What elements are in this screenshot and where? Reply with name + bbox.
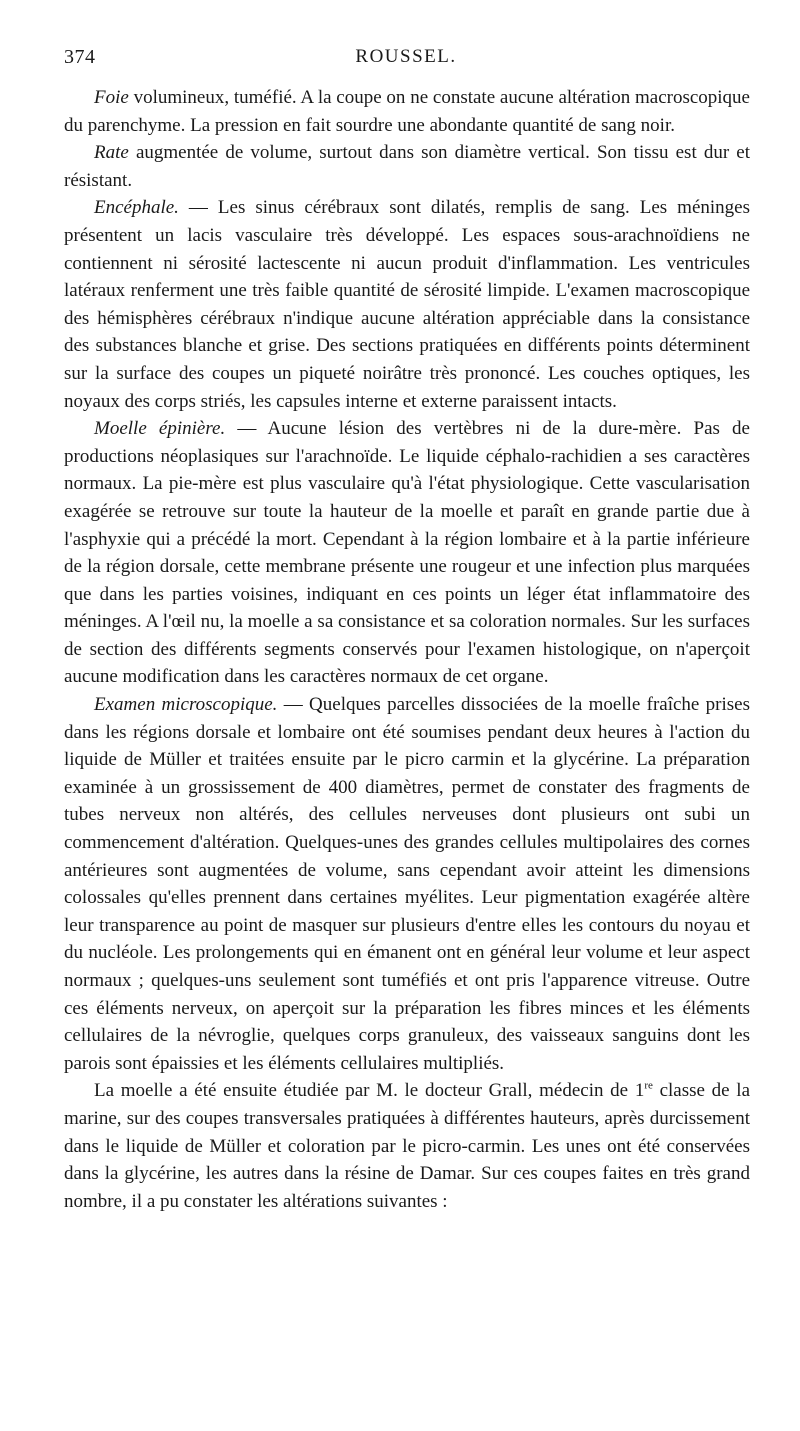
paragraph-body-continued: classe de la marine, sur des coupes transversales pratiquées à différentes hauteurs, après durcissement dans le liquide de Müller et coloration par le picro-carmin. Les unes ont été conservées dans la glycérine, les autres dans la résine de Damar. Sur ces coupes faites en très grand nombre, il a pu constater les altérations suivantes : — [64, 1080, 750, 1212]
paragraph-moelle-epiniere — [64, 415, 750, 691]
paragraph-body: volumineux, tuméfié. A la coupe on ne constate aucune altération macroscopique du parenchyme. La pression en fait sourdre une abondante quantité de sang noir. — [64, 87, 750, 136]
paragraph-lead: Rate — [94, 142, 129, 164]
paragraph-lead: Encéphale. — [94, 197, 179, 219]
paragraph-lead: Examen microscopique. — [94, 694, 278, 716]
paragraph-grall — [64, 1077, 750, 1215]
running-head: ROUSSEL. — [355, 46, 457, 67]
paragraph-encephale — [64, 194, 750, 415]
paragraph-body: — Aucune lésion des vertèbres ni de la dure-mère. Pas de productions néoplasiques sur l'arachnoïde. Le liquide céphalo-rachidien a ses caractères normaux. La pie-mère est plus vasculaire qu'à l'état physiologique. Cette vascularisation exagérée se retrouve sur toute la hauteur de la moelle et paraît en grande partie due à l'asphyxie qui a précédé la mort. Cependant à la région lombaire et à la partie inférieure de la région dorsale, cette membrane présente une rougeur et une infection plus marquées que dans les parties voisines, indiquant en ces points un léger état inflammatoire des méninges. A l'œil nu, la moelle a sa consistance et sa coloration normales. Sur les surfaces de section des différents segments conservés pour l'examen histologique, on n'aperçoit aucune modification dans les caractères normaux de cet organe. — [64, 418, 750, 688]
paragraph-rate — [64, 139, 750, 194]
paragraph-lead: Moelle épinière. — [94, 418, 226, 440]
body-text — [64, 84, 750, 1215]
paragraph-lead: Foie — [94, 87, 129, 108]
superscript-ordinal: re — [644, 1080, 653, 1093]
paragraph-foie — [64, 84, 750, 139]
paragraph-body: La moelle a été ensuite étudiée par M. le docteur Grall, médecin de 1 — [94, 1080, 645, 1102]
paragraph-examen-microscopique — [64, 691, 750, 1077]
page-header — [64, 46, 748, 72]
paragraph-body: augmentée de volume, surtout dans son diamètre vertical. Son tissu est dur et résistant. — [64, 142, 750, 191]
page-number: 374 — [64, 46, 96, 68]
paragraph-body: — Les sinus cérébraux sont dilatés, remplis de sang. Les méninges présentent un lacis vasculaire très développé. Les espaces sous-arachnoïdiens ne contiennent ni sérosité lactescente ni aucun produit d'inflammation. Les ventricules latéraux renferment une très faible quantité de sérosité limpide. L'examen macroscopique des hémisphères cérébraux n'indique aucune altération appréciable dans la consistance des substances blanche et grise. Des sections pratiquées en différents points déterminent sur la surface des coupes un piqueté noirâtre très prononcé. Les couches optiques, les noyaux des corps striés, les capsules interne et externe paraissent intacts. — [64, 197, 750, 412]
paragraph-body: — Quelques parcelles dissociées de la moelle fraîche prises dans les régions dorsale et lombaire ont été soumises pendant deux heures à l'action du liquide de Müller et traitées ensuite par le picro carmin et la glycérine. La préparation examinée à un grossissement de 400 diamètres, permet de constater des fragments de tubes nerveux non altérés, des cellules nerveuses dont plusieurs ont subi un commencement d'altération. Quelques-unes des grandes cellules multipolaires des cornes antérieures sont augmentées de volume, sans cependant avoir atteint les dimensions colossales qu'elles prennent dans certaines myélites. Leur pigmentation exagérée altère leur transparence au point de masquer sur plusieurs d'entre elles les contours du noyau et du nucléole. Les prolongements qui en émanent ont en général leur volume et leur aspect normaux ; quelques-uns seulement sont tuméfiés et ont pris l'apparence vitreuse. Outre ces éléments nerveux, on aperçoit sur la préparation les fibres minces et les éléments cellulaires de la névroglie, quelques corps granuleux, des vaisseaux sanguins dont les parois sont épaissies et les éléments cellulaires multipliés. — [64, 694, 750, 1074]
